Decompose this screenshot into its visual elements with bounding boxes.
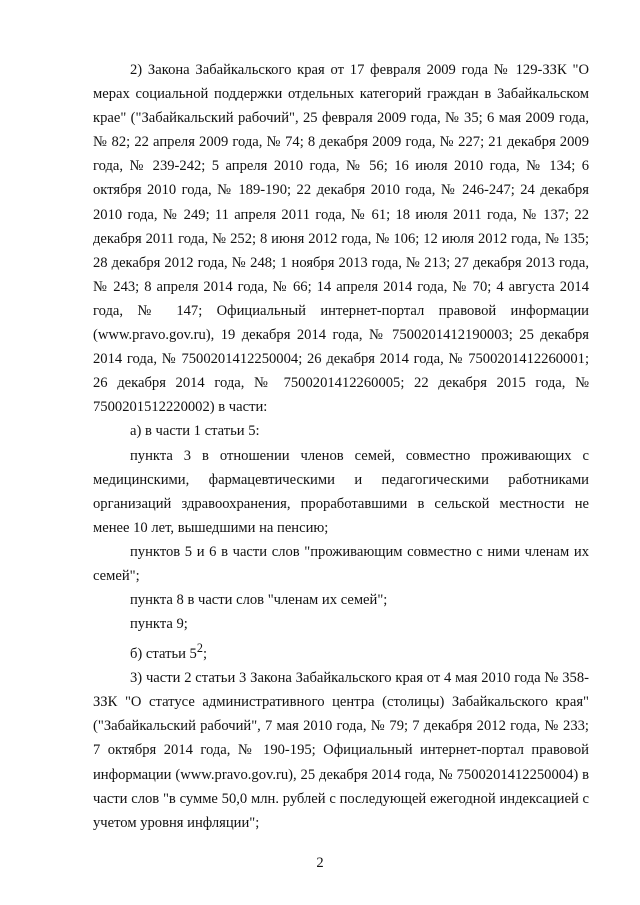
paragraph-item-b [93, 636, 589, 666]
paragraph-point-3: пункта 3 в отношении членов семей, совместно проживающих с медицинскими, фармацевтическими и педагогическими работниками организаций здравоохранения, проработавшими в сельской местности не менее 10 лет, вышедшими на пенсию; [93, 447, 589, 536]
item-b-suffix: ; [202, 646, 207, 663]
page-number: 2 [316, 855, 324, 871]
paragraph-law-129: 2) Закона Забайкальского края от 17 февраля 2009 года № 129-ЗЗК "О мерах социальной поддержки отдельных категорий граждан в Забайкальском крае" ("Забайкальский рабочий", 25 февраля 2009 года, № 35; 6 мая 2009 года, № 82; 22 апреля 2009 года, № 74; 8 декабря 2009 года, № 227; 21 декабря 2009 года, № 239-242; 5 апреля 2010 года, № 56; 16 июля 2010 года, № 134; 6 октября 2010 года, № 189-190; 22 декабря 2010 года, № 246-247; 24 декабря 2010 года, № 249; 11 апреля 2011 года, № 61; 18 июля 2011 года, № 137; 22 декабря 2011 года, № 252; 8 июня 2012 года, № 106; 12 июля 2012 года, № 135; 28 декабря 2012 года, № 248; 1 ноября 2013 года, № 213; 27 декабря 2013 года, № 243; 8 апреля 2014 года, № 66; 14 апреля 2014 года, № 70; 4 августа 2014 года, № 147; Официальный интернет-портал правовой информации (www.pravo.gov.ru), 19 декабря 2014 года, № 7500201412190003; 25 декабря 2014 года, № 7500201412250004; 26 декабря 2014 года, № 7500201412260001; 26 декабря 2014 года, № 7500201412260005; 22 декабря 2015 года, № 7500201512220002) в части: [93, 62, 589, 416]
paragraph-points-5-6: пунктов 5 и 6 в части слов "проживающим совместно с ними членам их семей"; [93, 543, 589, 584]
paragraph-law-358: 3) части 2 статьи 3 Закона Забайкальского края от 4 мая 2010 года № 358-ЗЗК "О статусе административного центра (столицы) Забайкальского края" ("Забайкальский рабочий", 7 мая 2010 года, № 79; 7 декабря 2012 года, № 233; 7 октября 2014 года, № 190-195; Официальный интернет-портал правовой информации (www.pravo.gov.ru), 25 декабря 2014 года, № 7500201412250004) в части слов "в сумме 50,0 млн. рублей с последующей ежегодной индексацией с учетом уровня инфляции"; [93, 670, 589, 831]
document-body [93, 58, 589, 835]
paragraph-point-8: пункта 8 в части слов "членам их семей"; [130, 592, 388, 609]
item-b-superscript: 2 [196, 641, 203, 656]
paragraph-item-a: а) в части 1 статьи 5: [130, 423, 260, 440]
paragraph-point-9: пункта 9; [130, 616, 188, 633]
item-b-text: б) статьи 5 [130, 646, 197, 663]
